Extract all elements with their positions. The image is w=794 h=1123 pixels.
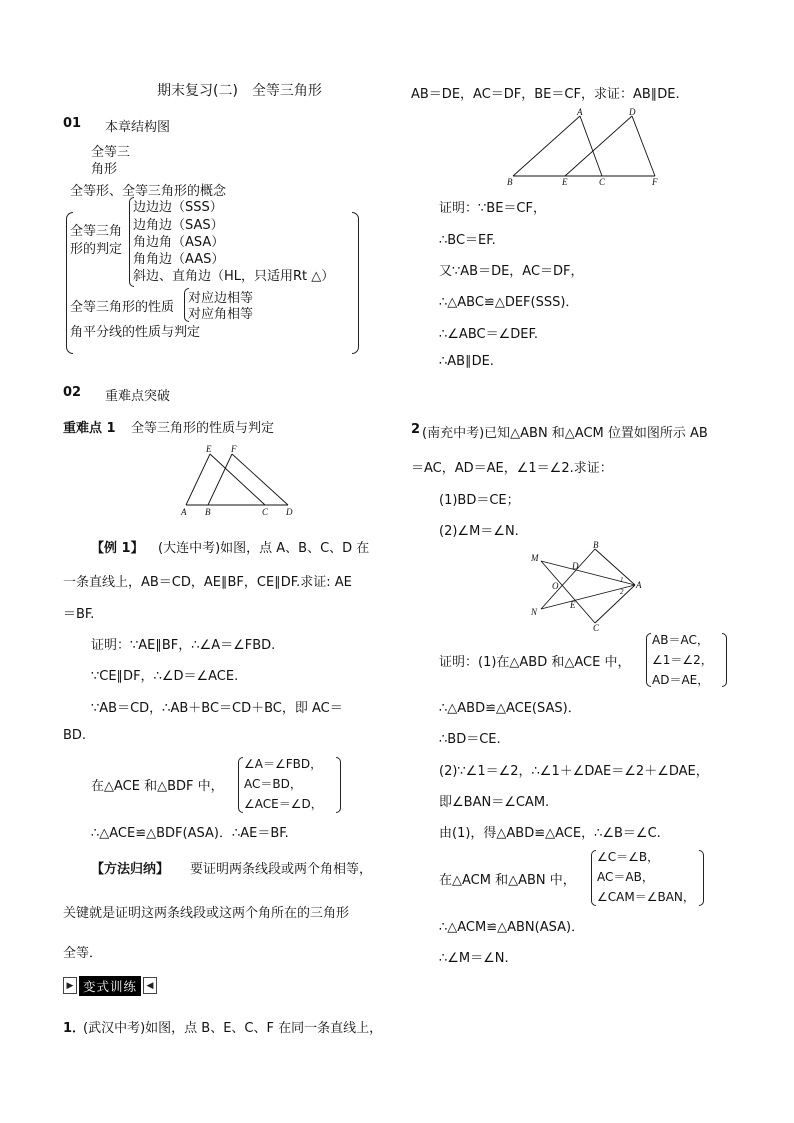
question-1-proof5: ∴∠ABC＝∠DEF. bbox=[439, 327, 538, 342]
example-1-proof2: ∵CE∥DF，∴∠D＝∠ACE. bbox=[91, 669, 239, 684]
fig3-label-b: B bbox=[593, 540, 599, 550]
example-1-system bbox=[238, 754, 348, 816]
example-1-tag: 【例 1】 bbox=[91, 541, 144, 556]
figure-2 bbox=[505, 106, 665, 188]
fig3-label-d: D bbox=[572, 561, 579, 571]
structure-root-line1: 全等三 bbox=[91, 145, 131, 160]
example-1-proof1: 证明：∵AE∥BF，∴∠A＝∠FBD. bbox=[91, 638, 276, 653]
fig3-seg-ca bbox=[595, 585, 635, 623]
question-2-line1: (南充中考)已知△ABN 和△ACM 位置如图所示 AB bbox=[422, 426, 708, 441]
question-2-proof2: ∴△ABD≌△ACE(SAS)． bbox=[439, 701, 581, 716]
fig3-label-e: E bbox=[570, 600, 576, 610]
fig1-label-f: F bbox=[231, 444, 237, 454]
question-2-proof1: 证明：(1)在△ABD 和△ACE 中， bbox=[439, 655, 631, 670]
judge-sss: 边边边（SSS） bbox=[133, 200, 223, 215]
system-row: AC＝BD， bbox=[244, 777, 302, 791]
example-1-line2: 一条直线上，AB＝CD，AE∥BF，CE∥DF.求证: AE bbox=[63, 575, 352, 590]
method-line2: 关键就是证明这两条线段或这两个角所在的三角形 bbox=[63, 906, 350, 921]
judge-aas: 角角边（AAS） bbox=[133, 252, 225, 267]
question-1-line2: AB＝DE，AC＝DF，BE＝CF，求证：AB∥DE. bbox=[411, 87, 680, 102]
question-2-proof8: ∴△ACM≌△ABN(ASA)． bbox=[439, 920, 585, 935]
fig1-label-b: B bbox=[205, 507, 211, 517]
example-1-line3: ＝BF. bbox=[63, 607, 95, 622]
fig3-label-angle-1: 1 bbox=[620, 576, 624, 584]
structure-judge-line2: 形的判定 bbox=[70, 242, 123, 257]
fig1-seg-fd bbox=[232, 454, 288, 505]
fig3-seg-mc bbox=[541, 561, 595, 623]
fig3-label-c: C bbox=[593, 623, 600, 631]
property-angles: 对应角相等 bbox=[188, 307, 254, 322]
fig1-label-a: A bbox=[181, 507, 187, 517]
question-2-system-1 bbox=[646, 630, 730, 690]
structure-concept: 全等形、全等三角形的概念 bbox=[70, 184, 227, 199]
system-right-brace bbox=[722, 633, 727, 687]
example-1-line1: (大连中考)如图，点 A、B、C、D 在 bbox=[158, 541, 370, 556]
system-row: ∠CAM＝∠BAN， bbox=[597, 890, 695, 904]
question-2-line2: ＝AC，AD＝AE，∠1＝∠2.求证： bbox=[411, 461, 613, 476]
question-2-proof9: ∴∠M＝∠N. bbox=[439, 951, 509, 966]
example-1-conclusion: ∴△ACE≌△BDF(ASA)．∴AE＝BF. bbox=[91, 826, 289, 841]
judge-sas: 边角边（SAS） bbox=[133, 218, 224, 233]
fig1-seg-ec bbox=[210, 454, 265, 505]
system-row: ∠1＝∠2， bbox=[652, 653, 713, 667]
question-2-number: 2 bbox=[411, 422, 421, 437]
fig2-label-c: C bbox=[599, 177, 606, 187]
question-2-part2: (2)∠M＝∠N. bbox=[439, 524, 519, 539]
method-line1: 要证明两条线段或两个角相等， bbox=[190, 862, 373, 877]
figure-1 bbox=[176, 442, 300, 520]
question-2-proof7: 在△ACM 和△ABN 中， bbox=[439, 873, 576, 888]
fig3-seg-nb bbox=[541, 549, 595, 609]
fig3-label-a: A bbox=[636, 580, 642, 590]
fig1-seg-bf bbox=[208, 454, 232, 505]
fig2-label-d: D bbox=[629, 107, 636, 117]
page-title: 期末复习(二) 全等三角形 bbox=[157, 83, 322, 99]
system-row: AB＝AC， bbox=[652, 633, 709, 647]
method-line3: 全等． bbox=[63, 946, 103, 961]
example-1-proof3b: BD. bbox=[63, 728, 87, 743]
key-point-title: 全等三角形的性质与判定 bbox=[131, 421, 275, 436]
fig2-seg-df bbox=[632, 116, 655, 176]
system-row: AD＝AE， bbox=[652, 673, 710, 687]
system-row: ∠C＝∠B， bbox=[597, 850, 660, 864]
fig3-label-m: M bbox=[531, 553, 539, 563]
fig1-label-c: C bbox=[262, 507, 269, 517]
structure-judge-line1: 全等三角 bbox=[70, 224, 123, 239]
system-right-brace bbox=[336, 757, 341, 813]
question-1-proof4: ∴△ABC≌△DEF(SSS)． bbox=[439, 295, 579, 310]
question-2-proof4: (2)∵∠1＝∠2，∴∠1＋∠DAE＝∠2＋∠DAE， bbox=[439, 764, 709, 779]
system-right-brace bbox=[699, 850, 704, 906]
judge-asa: 角边角（ASA） bbox=[133, 235, 225, 250]
structure-bisector: 角平分线的性质与判定 bbox=[70, 325, 201, 340]
judge-hl: 斜边、直角边（HL，只适用Rt △） bbox=[133, 269, 335, 284]
fig2-label-e: E bbox=[562, 177, 568, 187]
figure-3 bbox=[527, 539, 645, 631]
question-2-proof6: 由(1)，得△ABD≌△ACE，∴∠B＝∠C. bbox=[439, 826, 661, 841]
example-1-proof3a: ∵AB＝CD，∴AB＋BC＝CD＋BC，即 AC＝ bbox=[91, 701, 343, 716]
question-1-proof3: 又∵AB＝DE，AC＝DF， bbox=[439, 264, 584, 279]
structure-property: 全等三角形的性质 bbox=[70, 300, 175, 315]
question-2-system-2 bbox=[591, 847, 709, 909]
section-01-number: 01 bbox=[63, 116, 82, 131]
fig1-seg-ae bbox=[186, 454, 210, 505]
question-1-proof6: ∴AB∥DE. bbox=[439, 354, 494, 369]
question-1-line1: (武汉中考)如图，点 B、E、C、F 在同一条直线上， bbox=[83, 1021, 383, 1036]
property-sides: 对应边相等 bbox=[188, 291, 254, 306]
system-left-brace bbox=[646, 633, 651, 687]
practice-banner-label: 变式训练 bbox=[79, 976, 141, 996]
system-left-brace bbox=[238, 757, 243, 813]
system-row: ∠A＝∠FBD， bbox=[244, 757, 323, 771]
question-1-number: 1． bbox=[63, 1021, 86, 1036]
triangle-right-icon: ▶ bbox=[63, 977, 77, 994]
fig2-label-b: B bbox=[507, 177, 513, 187]
practice-banner bbox=[63, 977, 157, 994]
section-02-number: 02 bbox=[63, 385, 82, 400]
fig2-seg-ab bbox=[513, 116, 580, 176]
question-1-proof2: ∴BC＝EF. bbox=[439, 233, 496, 248]
method-tag: 【方法归纳】 bbox=[91, 862, 170, 877]
fig3-label-angle-2: 2 bbox=[620, 588, 624, 596]
example-1-proof4: 在△ACE 和△BDF 中， bbox=[91, 779, 224, 794]
question-2-part1: (1)BD＝CE； bbox=[439, 493, 520, 508]
question-2-proof3: ∴BD＝CE. bbox=[439, 732, 501, 747]
system-left-brace bbox=[591, 850, 596, 906]
structure-right-brace bbox=[352, 212, 359, 354]
fig1-label-e: E bbox=[206, 444, 212, 454]
key-point-tag: 重难点 1 bbox=[63, 421, 116, 436]
system-row: AC＝AB， bbox=[597, 870, 654, 884]
section-02-label: 重难点突破 bbox=[105, 389, 171, 404]
triangle-left-icon: ◀ bbox=[143, 977, 157, 994]
fig2-label-f: F bbox=[652, 177, 658, 187]
system-row: ∠ACE＝∠D， bbox=[244, 797, 323, 811]
structure-root-line2: 角形 bbox=[91, 162, 118, 177]
section-01-label: 本章结构图 bbox=[105, 120, 171, 135]
question-2-proof5: 即∠BAN＝∠CAM. bbox=[439, 795, 550, 810]
fig3-label-n: N bbox=[531, 607, 538, 617]
fig3-label-o: O bbox=[552, 581, 559, 591]
fig1-label-d: D bbox=[286, 507, 293, 517]
question-1-proof1: 证明：∵BE＝CF， bbox=[439, 201, 546, 216]
fig2-label-a: A bbox=[577, 107, 583, 117]
